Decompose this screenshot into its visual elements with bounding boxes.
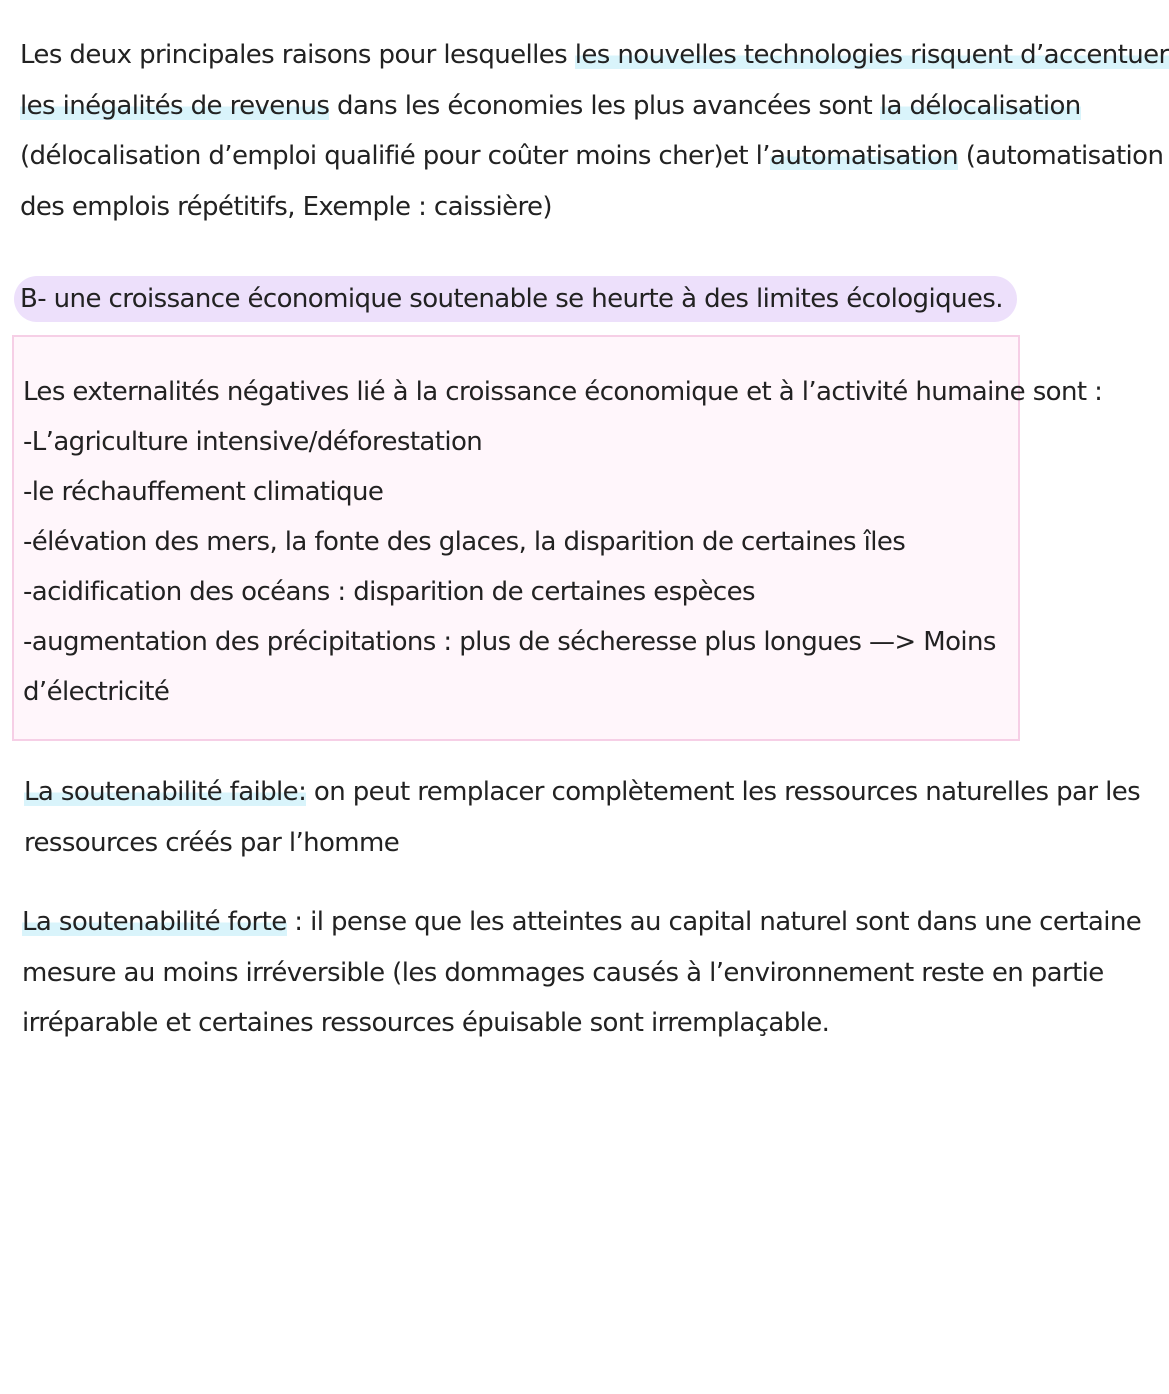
- intro-line-3: [20, 131, 1164, 182]
- weak-definition: on peut remplacer complètement les ressources naturelles par les: [306, 777, 1141, 807]
- externality-item: -acidification des océans : disparition de certaines espèces: [23, 577, 755, 607]
- intro-line-1-text: Les deux principales raisons pour lesquelles: [20, 40, 575, 70]
- strong-line-2: [22, 948, 1104, 999]
- strong-sustainability-term: La soutenabilité forte: [22, 907, 287, 937]
- highlight-income-inequality: les inégalités de revenus: [20, 90, 330, 121]
- externalities-intro: Les externalités négatives lié à la croissance économique et à l’activité humaine sont :: [23, 377, 1103, 407]
- highlight-new-technologies: les nouvelles technologies risquent d’accentuer: [574, 40, 1169, 70]
- weak-line-2: [24, 818, 1074, 869]
- externality-item: -élévation des mers, la fonte des glaces, la disparition de certaines îles: [23, 527, 906, 557]
- intro-paragraph: [20, 30, 1169, 232]
- externality-item: -L’agriculture intensive/déforestation: [23, 427, 483, 457]
- strong-definition: : il pense que les atteintes au capital naturel sont dans une certaine: [286, 907, 1142, 937]
- externalities-box: [12, 335, 1103, 741]
- weak-line-1: [24, 767, 1141, 818]
- strong-definition-continued: mesure au moins irréversible (les dommages causés à l’environnement reste en partie: [22, 957, 1104, 988]
- intro-line-4-text: des emplois répétitifs, Exemple : caissière): [20, 191, 552, 222]
- externality-item: -augmentation des précipitations : plus de sécheresse plus longues —> Moins: [23, 627, 996, 657]
- externality-item: -le réchauffement climatique: [23, 477, 384, 507]
- intro-line-3-text: (délocalisation d’emploi qualifié pour coûter moins cher)et l’: [20, 141, 770, 171]
- section-heading-b: B- une croissance économique soutenable se heurte à des limites écologiques.: [14, 276, 1017, 322]
- weak-sustainability-paragraph: [24, 767, 1141, 868]
- strong-line-1: [22, 897, 1142, 948]
- intro-line-3-tail: (automatisation: [958, 141, 1164, 171]
- highlight-automation: automatisation: [769, 141, 959, 171]
- highlight-offshoring: la délocalisation: [879, 90, 1081, 121]
- intro-line-2-text: dans les économies les plus avancées sont: [329, 90, 880, 121]
- weak-sustainability-term: La soutenabilité faible:: [24, 777, 307, 807]
- intro-line-1: [20, 30, 1169, 81]
- strong-sustainability-paragraph: [22, 897, 1142, 1049]
- intro-line-4: [20, 182, 1070, 233]
- weak-definition-continued: ressources créés par l’homme: [24, 827, 400, 858]
- externality-item-continuation: d’électricité: [23, 677, 170, 707]
- intro-line-2: [20, 81, 1081, 132]
- strong-line-3: [22, 998, 1072, 1049]
- strong-definition-end: irréparable et certaines ressources épuisable sont irremplaçable.: [22, 1008, 830, 1038]
